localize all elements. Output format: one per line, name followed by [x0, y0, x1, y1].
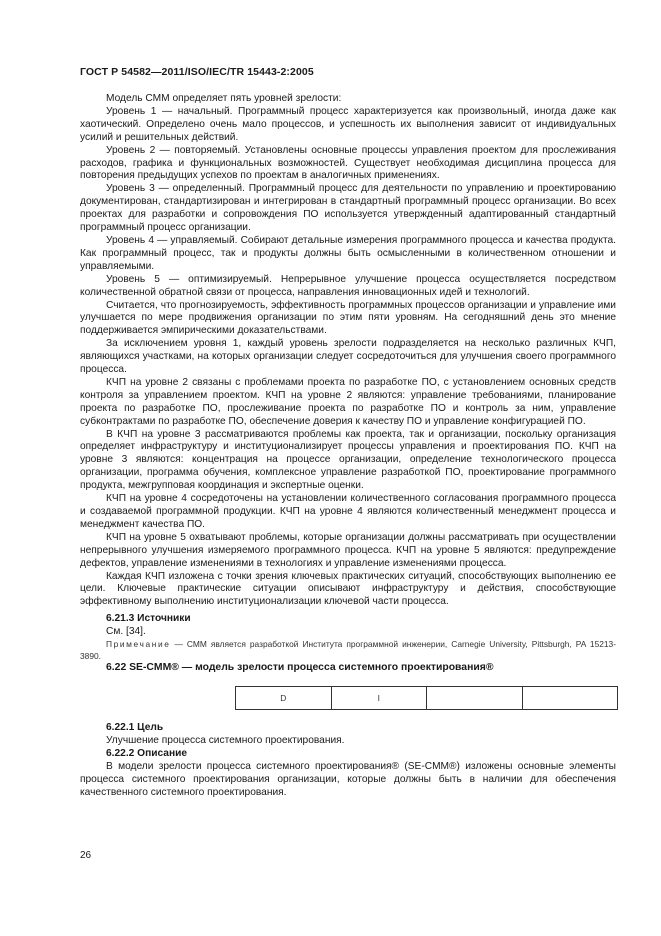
grid-cell-d: D — [280, 692, 287, 703]
goal-text: Улучшение процесса системного проектирования. — [106, 734, 345, 746]
paragraph: Каждая КЧП изложена с точки зрения ключевых практических ситуаций, способствующих выполнению ее цели. Ключевые практические ситуации описывают инфраструктуру и действия, способствующие эффективному выполнению институционализации ключевой части процесса. — [80, 570, 616, 608]
description-text: В модели зрелости процесса системного проектирования® (SE-CMM®) изложены основные элементы процесса системного проектирования организации, которые должны быть в наличии для обеспечения качественного системного проектирования. — [80, 760, 616, 798]
paragraph: Уровень 4 — управляемый. Собирают детальные измерения программного процесса и качества продукта. Как программный процесс, так и продукты должны быть осмысленными в количественном отношении и управляемыми. — [80, 234, 616, 272]
paragraph: Уровень 3 — определенный. Программный процесс для деятельности по управлению и проектированию документирован, стандартизирован и интегрирован в стандартный программный процесс организации. Во всех проектах для разработки и сопровождения ПО используется утвержденный адаптированный стандартный программный процесс организации. — [80, 183, 616, 234]
sources-heading: 6.21.3 Источники — [106, 613, 191, 625]
classification-grid — [235, 686, 618, 710]
paragraph: КЧП на уровне 5 охватывают проблемы, которые организации должны рассматривать при осуществлении непрерывного улучшения измеряемого программного процесса. КЧП на уровне 5 являются: предупреждение дефектов, управление изменениями в технологиях и управление изменениями процесса. — [80, 531, 616, 569]
goal-heading: 6.22.1 Цель — [106, 721, 164, 733]
paragraph: Уровень 1 — начальный. Программный процесс характеризуется как произвольный, иногда даже как хаотический. Определено очень мало процессов, и успешность их выполнения зависит от индивидуальных усилий и решительных действий. — [80, 105, 616, 143]
document-body — [80, 93, 616, 799]
page-number: 26 — [80, 850, 92, 861]
paragraph: КЧП на уровне 4 сосредоточены на установлении количественного согласования программного процесса и создаваемой программной продукции. КЧП на уровне 4 являются количественный менеджмент процесса и менеджмент качества ПО. — [80, 493, 616, 530]
document-header: ГОСТ Р 54582—2011/ISO/IEC/TR 15443-2:2005 — [80, 66, 314, 78]
section-heading: 6.22 SE-CMM® — модель зрелости процесса системного проектирования® — [106, 662, 494, 674]
note-text: — СММ является разработкой Института программной инженерии, Carnegie University, Pittsburgh, PA 15213-3890. — [80, 639, 616, 661]
note — [80, 639, 616, 662]
paragraph: Считается, что прогнозируемость, эффективность программных процессов организации и управление ими улучшается по мере продвижения организации по этим пяти уровням. На сегодняшний день это мнение поддерживается эмпирическими доказательствами. — [80, 299, 616, 337]
paragraph: В КЧП на уровне 3 рассматриваются проблемы как проекта, так и организации, поскольку организация определяет инфраструктуру и институционализирует процессы управления и проектирования ПО. КЧП на уровне 3 являются: концентрация на процессе организации, определение технологического процесса организации, программа обучения, комплексное управление разработкой ПО, проектирование программного продукта, межгрупповая координация и экспертные оценки. — [80, 428, 616, 492]
paragraph: Уровень 2 — повторяемый. Установлены основные процессы управления проектом для прослеживания расходов, графика и функциональных возможностей. Существует необходимая дисциплина процесса для повторения предыдущих успехов по проектам в аналогичных применениях. — [80, 144, 616, 182]
description-heading: 6.22.2 Описание — [106, 747, 188, 759]
grid-cell-4 — [522, 687, 618, 709]
paragraph: Уровень 5 — оптимизируемый. Непрерывное улучшение процесса осуществляется посредством количественной обратной связи от процесса, направления инновационных идей и технологий. — [80, 273, 616, 298]
paragraph: КЧП на уровне 2 связаны с проблемами проекта по разработке ПО, с установлением основных средств контроля за управлением проектом. КЧП на уровне 2 являются: управление требованиями, планирование проекта по разработке ПО, прослеживание проекта по разработке ПО и контроль за ним, управление субконтрактами по разработке ПО, обеспечение доверия к качеству ПО и управление конфигурацией ПО. — [80, 376, 616, 427]
grid-cell-3 — [426, 687, 522, 709]
paragraph: За исключением уровня 1, каждый уровень зрелости подразделяется на несколько различных КЧП, являющихся участками, на которых организации следует сосредоточиться для улучшения своего программного процесса. — [80, 338, 616, 376]
sources-text: См. [34]. — [106, 626, 146, 638]
paragraph: Модель СММ определяет пять уровней зрелости: — [106, 93, 342, 104]
document-page — [80, 0, 616, 936]
grid-cell-i: I — [331, 687, 427, 709]
note-label: Примечание — [106, 639, 171, 650]
